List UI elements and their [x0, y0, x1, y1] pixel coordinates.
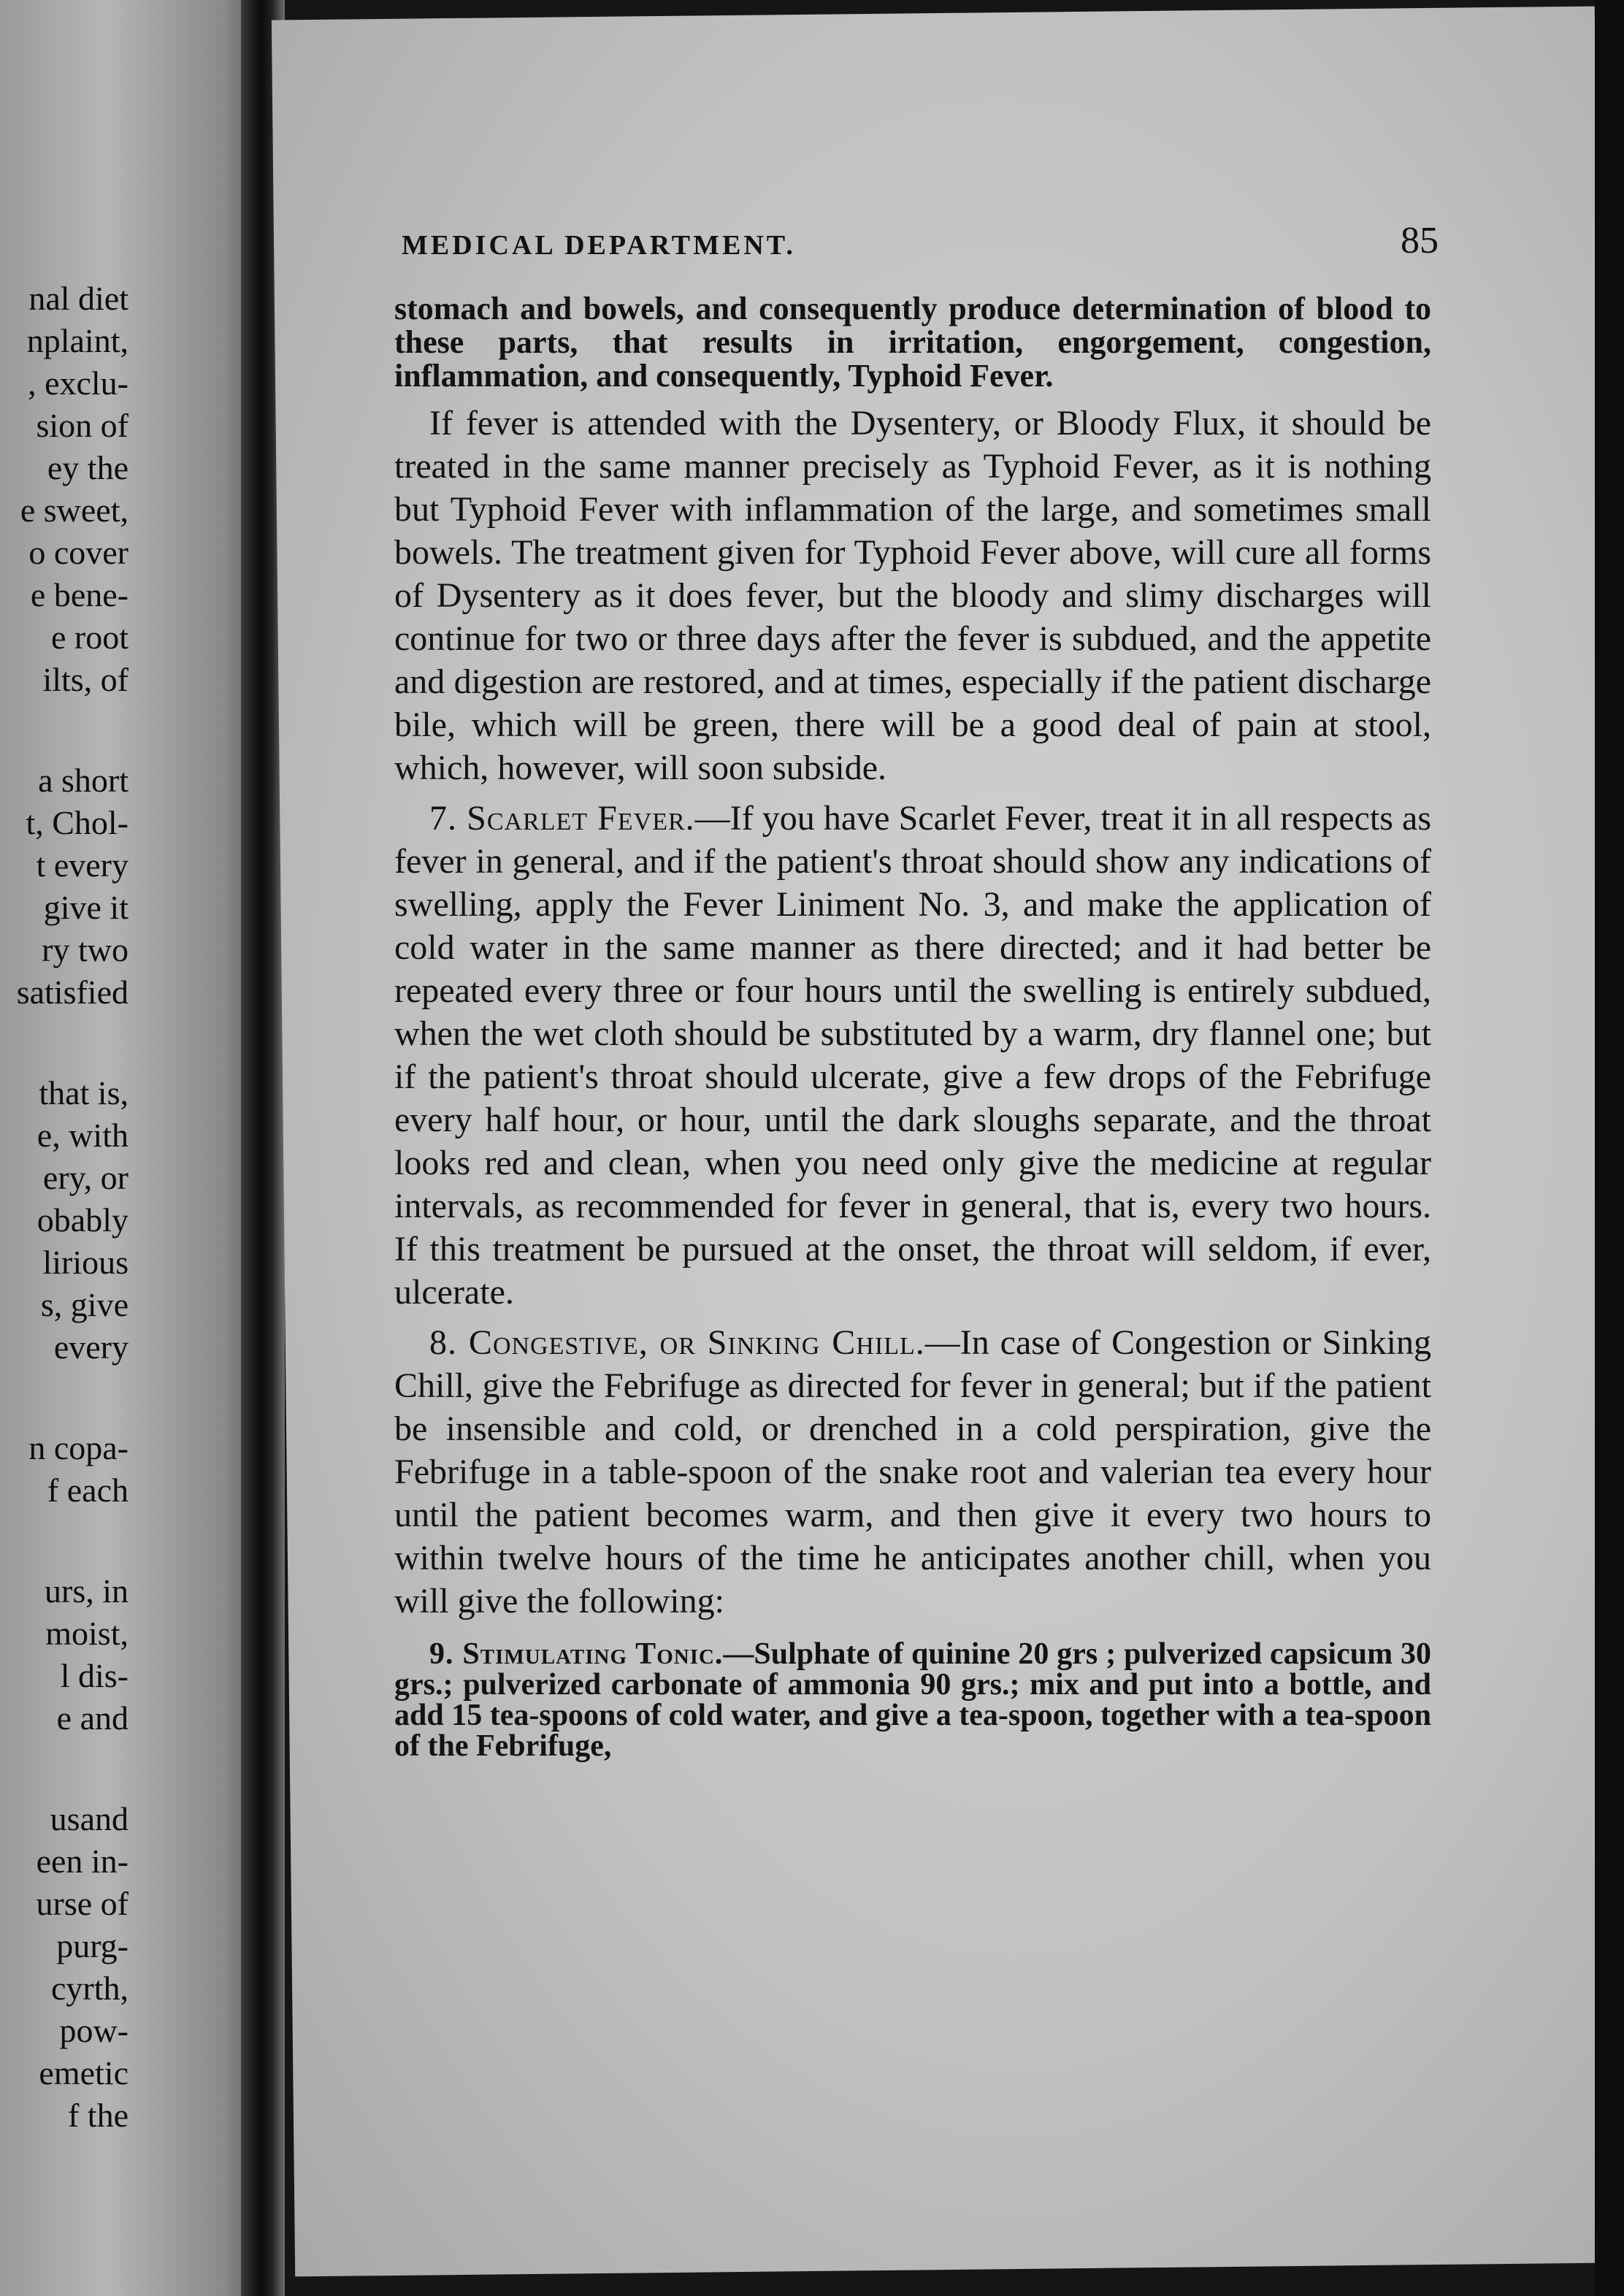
left-page-gap [0, 1512, 129, 1570]
left-page-fragment: every [53, 1328, 129, 1366]
left-page-fragment: e bene- [30, 576, 129, 613]
left-facing-page [0, 0, 263, 2296]
left-page-gap [0, 1014, 129, 1072]
left-page-fragment: a short [38, 762, 129, 799]
left-page-fragment: t, Chol- [26, 804, 129, 841]
left-page-fragment: f each [47, 1472, 129, 1509]
left-page-fragment: een in- [36, 1842, 129, 1880]
left-page-fragment: urse of [36, 1885, 129, 1922]
left-page-fragment: purg- [56, 1927, 129, 1964]
left-page-text-fragments [0, 278, 129, 2137]
paragraph-dysentery: If fever is attended with the Dysentery, or Bloody Flux, it should be treated in the same manner precisely as Typhoid Fever, as it is nothing but Typhoid Fever with inflammation of the large, and sometimes small bowels. The treatment given for Typhoid Fever above, will cure all forms of Dysentery as it does fever, but the bloody and slimy discharges will continue for two or three days after the fever is subdued, and the appetite and digestion are restored, and at times, especially if the patient discharge bile, which will be green, there will be a good deal of pain at stool, which, however, will soon subside. [394, 404, 1431, 787]
left-page-fragment: emetic [39, 2054, 129, 2092]
left-page-fragment: n copa- [28, 1429, 129, 1466]
left-page-fragment: usand [50, 1800, 129, 1837]
paragraph-continued: stomach and bowels, and consequently produce determination of blood to these parts, that results in irritation, engorgement, congestion, inflammation, and consequently, Typhoid Fever. [394, 291, 1431, 394]
left-page-fragment: l dis- [60, 1657, 129, 1694]
page-body [394, 292, 1431, 1761]
left-page-fragment: nplaint, [26, 322, 129, 359]
left-page-fragment: e sweet, [20, 491, 129, 529]
left-page-fragment: e root [50, 619, 129, 656]
left-page-fragment: pow- [59, 2012, 129, 2049]
page-number: 85 [1401, 220, 1439, 261]
left-page-fragment: give it [43, 889, 129, 926]
left-page-fragment: obably [37, 1201, 129, 1239]
left-page-fragment: nal diet [28, 280, 129, 317]
left-page-fragment: moist, [45, 1615, 129, 1652]
section-heading-scarlet-fever: 7. Scarlet Fever. [429, 799, 695, 838]
left-page-fragment: t every [36, 846, 129, 884]
left-page-fragment: s, give [40, 1286, 129, 1323]
running-head: MEDICAL DEPARTMENT. [402, 230, 796, 261]
left-page-fragment: ilts, of [42, 661, 129, 698]
left-page-fragment: ery, or [42, 1159, 129, 1196]
left-page-fragment: o cover [28, 534, 129, 571]
left-page-fragment: ey the [47, 449, 129, 486]
paragraph-scarlet-fever [394, 797, 1431, 1314]
left-page-gap [0, 1740, 129, 1798]
paragraph-stimulating-tonic-text: —Sulphate of quinine 20 grs ; pulverized capsicum 30 grs.; pulverized carbonate of ammonia 90 grs.; mix and put into a bottle, and add 15 tea-spoons of cold water, and give a tea-spoon, together with a tea-spoon of the Febrifuge, [394, 1637, 1431, 1763]
section-heading-congestive-chill: 8. Congestive, or Sinking Chill. [429, 1323, 925, 1362]
left-page-fragment: , exclu- [28, 364, 129, 402]
left-page-fragment: urs, in [45, 1572, 129, 1610]
paragraph-scarlet-fever-text: —If you have Scarlet Fever, treat it in all respects as fever in general, and if the patient's throat should show any indications of swelling, apply the Fever Liniment No. 3, and make the application of cold water in the same manner as there directed; and it had better be repeated every three or four hours until the swelling is entirely subdued, when the wet cloth should be substituted by a warm, dry flannel one; but if the patient's throat should ulcerate, give a few drops of the Febrifuge every half hour, or hour, until the dark sloughs separate, and the throat looks red and clean, when you need only give the medicine at regular intervals, as recommended for fever in general, that is, every two hours. If this treatment be pursued at the onset, the throat will seldom, if ever, ulcerate. [394, 799, 1431, 1312]
left-page-fragment: satisfied [16, 973, 129, 1011]
paragraph-congestive-chill [394, 1321, 1431, 1623]
left-page-gap [0, 701, 129, 759]
left-page-fragment: cyrth, [50, 1970, 129, 2007]
paragraph-stimulating-tonic [394, 1639, 1431, 1761]
left-page-fragment: sion of [36, 407, 129, 444]
left-page-gap [0, 1369, 129, 1427]
left-page-fragment: f the [67, 2097, 129, 2134]
left-page-fragment: e and [56, 1699, 129, 1737]
left-page-fragment: that is, [39, 1074, 129, 1111]
left-page-fragment: ry two [42, 931, 129, 968]
left-page-fragment: lirious [42, 1244, 129, 1281]
left-page-fragment: e, with [37, 1117, 129, 1154]
paragraph-congestive-chill-text: —In case of Congestion or Sinking Chill, give the Febrifuge as directed for fever in general; but if the patient be insensible and cold, or drenched in a cold perspiration, give the Febrifuge in a table-spoon of the snake root and valerian tea every hour until the patient becomes warm, and then give it every two hours to within twelve hours of the time he anticipates another chill, when you will give the following: [394, 1323, 1431, 1620]
section-heading-stimulating-tonic: 9. Stimulating Tonic. [429, 1637, 724, 1671]
right-scan-edge [1595, 0, 1624, 2296]
